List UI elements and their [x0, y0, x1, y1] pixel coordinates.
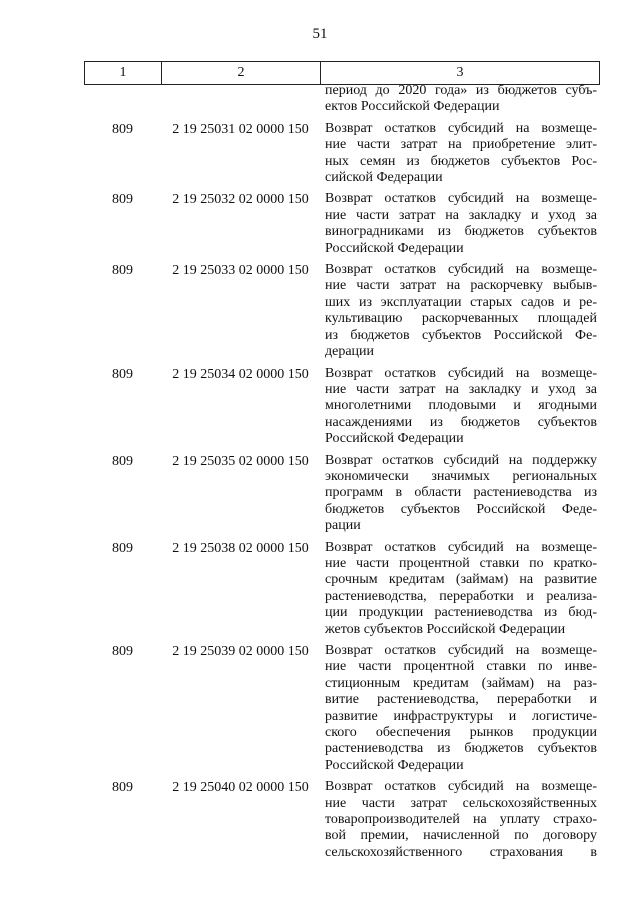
description-cell: [325, 83, 597, 116]
description-line: ции продукции растениеводства из бюд-: [325, 605, 597, 621]
description-line: дерации: [325, 344, 375, 360]
admin-code-cell: 809: [112, 263, 133, 279]
description-line: ектов Российской Федерации: [325, 99, 500, 115]
description-cell: [325, 262, 597, 360]
description-line: жетов субъектов Российской Федерации: [325, 621, 566, 637]
description-line: стиционным кредитам (займам) на раз-: [325, 675, 597, 691]
description-line: ние части затрат на закладку и уход за: [325, 381, 597, 397]
budget-code-cell: 2 19 25033 02 0000 150: [172, 263, 309, 279]
admin-code-cell: [84, 83, 161, 84]
description-cell: [325, 643, 597, 774]
table-row: [84, 366, 600, 448]
description-line: экономически значимых региональных: [325, 468, 597, 484]
description-cell: [325, 121, 597, 187]
budget-code-cell: 2 19 25031 02 0000 150: [172, 121, 309, 137]
description-line: Российской Федерации: [325, 757, 464, 773]
description-line: ние части процентной ставки по инве-: [325, 659, 597, 675]
description-line: многолетними плодовыми и ягодными: [325, 398, 597, 414]
description-line: Российской Федерации: [325, 240, 464, 256]
admin-code-cell: 809: [112, 366, 133, 382]
table-row: [84, 779, 600, 861]
description-line: Возврат остатков субсидий на возмеще-: [325, 262, 597, 278]
description-line: витие растениеводства, переработки и: [325, 692, 597, 708]
admin-code-cell: 809: [112, 780, 133, 796]
description-line: насаждениями из бюджетов субъектов: [325, 414, 597, 430]
page-number: 51: [312, 26, 328, 42]
description-line: ных семян из бюджетов субъектов Рос-: [325, 153, 597, 169]
table-header: [84, 61, 600, 85]
header-col-3: 3: [456, 65, 464, 80]
description-line: Возврат остатков субсидий на возмеще-: [325, 539, 597, 555]
description-line: ние части затрат на закладку и уход за: [325, 207, 597, 223]
description-cell: [325, 191, 597, 257]
description-line: ние части затрат сельскохозяйственных: [325, 795, 597, 811]
description-line: Возврат остатков субсидий на возмеще-: [325, 120, 597, 136]
admin-code-cell: 809: [112, 540, 133, 556]
description-line: программ в области растениеводства из: [325, 485, 597, 501]
description-line: сельскохозяйственного страхования в: [325, 844, 597, 860]
table-row: [84, 262, 600, 360]
budget-code-cell: 2 19 25039 02 0000 150: [172, 644, 309, 659]
description-line: Возврат остатков субсидий на поддержку: [325, 452, 597, 468]
description-line: Российской Федерации: [325, 431, 464, 447]
description-cell: [325, 540, 597, 638]
description-line: сийской Федерации: [325, 170, 443, 186]
description-line: виноградниками из бюджетов субъектов: [325, 224, 597, 240]
description-line: Возврат остатков субсидий на возмеще-: [325, 643, 597, 658]
description-cell: [325, 779, 597, 861]
description-line: ского обеспечения рынков продукции: [325, 725, 597, 741]
description-line: Возврат остатков субсидий на возмеще-: [325, 779, 597, 795]
header-col-2: 2: [162, 62, 321, 84]
admin-code-cell: 809: [112, 644, 133, 659]
table-row: [84, 191, 600, 257]
description-line: Возврат остатков субсидий на возмеще-: [325, 365, 597, 381]
description-line: вой премии, начисленной по договору: [325, 828, 597, 844]
table-row: [84, 121, 600, 187]
budget-code-cell: 2 19 25034 02 0000 150: [172, 366, 309, 382]
table-row: [84, 540, 600, 638]
description-line: из бюджетов субъектов Российской Фе-: [325, 327, 597, 343]
description-line: товаропроизводителей на уплату страхо-: [325, 812, 597, 828]
header-col-1: 1: [85, 62, 162, 84]
description-line: бюджетов субъектов Российской Феде-: [325, 501, 597, 517]
description-line: растениеводства, переработки и реализа-: [325, 588, 597, 604]
budget-code-cell: 2 19 25040 02 0000 150: [172, 780, 309, 796]
budget-code-cell: 2 19 25038 02 0000 150: [172, 540, 309, 556]
admin-code-cell: 809: [112, 192, 133, 208]
description-line: период до 2020 года» из бюджетов субъ-: [325, 83, 597, 98]
table-body: [84, 83, 600, 866]
description-line: развитие инфраструктуры и логистиче-: [325, 708, 597, 724]
budget-code-cell: 2 19 25035 02 0000 150: [172, 453, 309, 469]
description-cell: [325, 366, 597, 448]
table-row: [84, 643, 600, 774]
table-row: [84, 453, 600, 535]
description-cell: [325, 453, 597, 535]
admin-code-cell: 809: [112, 121, 133, 137]
description-line: ние части затрат на приобретение элит-: [325, 137, 597, 153]
description-line: культивацию раскорчеванных площадей: [325, 311, 597, 327]
description-line: ние части процентной ставки по кратко-: [325, 555, 597, 571]
budget-code-cell: 2 19 25032 02 0000 150: [172, 192, 309, 208]
description-line: Возврат остатков субсидий на возмеще-: [325, 191, 597, 207]
table-row-continuation: [84, 83, 600, 116]
budget-code-cell: [161, 83, 320, 84]
description-line: ние части затрат на раскорчевку выбыв-: [325, 278, 597, 294]
admin-code-cell: 809: [112, 453, 133, 469]
description-line: растениеводства из бюджетов субъектов: [325, 741, 597, 757]
description-line: рации: [325, 518, 361, 534]
description-line: срочным кредитам (займам) на развитие: [325, 572, 597, 588]
description-line: ших из эксплуатации старых садов и ре-: [325, 294, 597, 310]
